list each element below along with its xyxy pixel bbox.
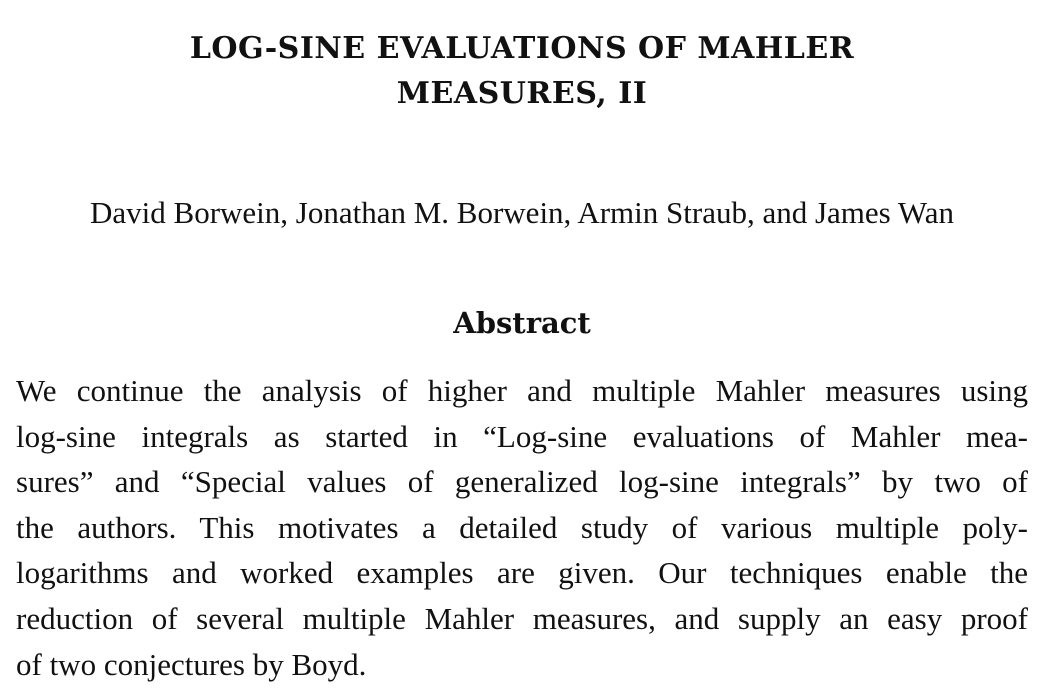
abstract-heading: Abstract (453, 306, 591, 340)
author-list: David Borwein, Jonathan M. Borwein, Armin Straub, and James Wan (90, 195, 954, 230)
abstract-line: the authors. This motivates a detailed study of various multiple poly- (16, 509, 1028, 545)
abstract-line: reduction of several multiple Mahler measures, and supply an easy proof (16, 600, 1028, 636)
paper-title (0, 26, 1044, 116)
abstract-line: sures” and “Special values of generalized log-sine integrals” by two of (16, 464, 1028, 500)
abstract-line: log-sine integrals as started in “Log-sine evaluations of Mahler mea- (16, 418, 1028, 454)
title-line-1: LOG-SINE EVALUATIONS OF MAHLER (189, 31, 855, 66)
abstract-body (16, 368, 1028, 687)
abstract-line: logarithms and worked examples are given. Our techniques enable the (16, 555, 1028, 591)
abstract-line: of two conjectures by Boyd. (16, 646, 367, 682)
title-line-2: MEASURES, II (396, 76, 648, 111)
abstract-line: We continue the analysis of higher and multiple Mahler measures using (16, 373, 1028, 408)
